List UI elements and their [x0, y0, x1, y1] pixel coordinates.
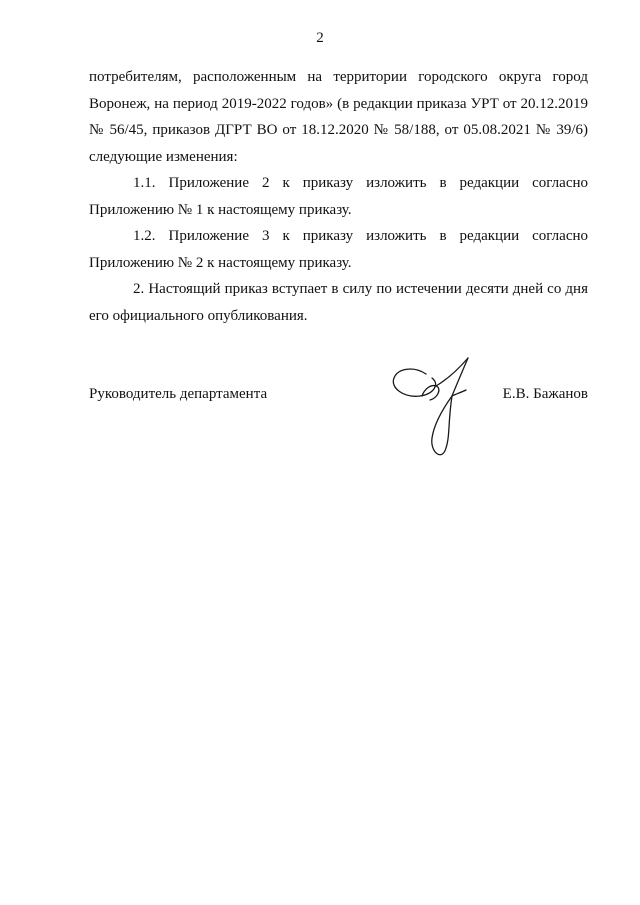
signer-role: Руководитель департамента [89, 386, 268, 402]
item-2-paragraph [89, 276, 588, 329]
intro-paragraph [89, 64, 588, 170]
handwritten-signature [386, 352, 486, 467]
intro-paragraph-text: потребителям, расположенным на территории городского округа город Воронеж, на период 2019-2022 годов» (в редакции приказа УРТ от 20.12.2019 № 56/45, приказов ДГРТ ВО от 18.12.2020 № 58/188, от 05.08.2021 № 39/6) следующие изменения: [89, 69, 588, 165]
item-1-2-paragraph [89, 223, 588, 276]
item-1-1-paragraph [89, 170, 588, 223]
item-2-text: 2. Настоящий приказ вступает в силу по истечении десяти дней со дня его официального опубликования. [89, 281, 588, 324]
signer-name: Е.В. Бажанов [502, 386, 588, 402]
page-number: 2 [316, 30, 324, 46]
item-1-1-text: 1.1. Приложение 2 к приказу изложить в редакции согласно Приложению № 1 к настоящему приказу. [89, 175, 588, 218]
item-1-2-text: 1.2. Приложение 3 к приказу изложить в редакции согласно Приложению № 2 к настоящему приказу. [89, 228, 588, 271]
